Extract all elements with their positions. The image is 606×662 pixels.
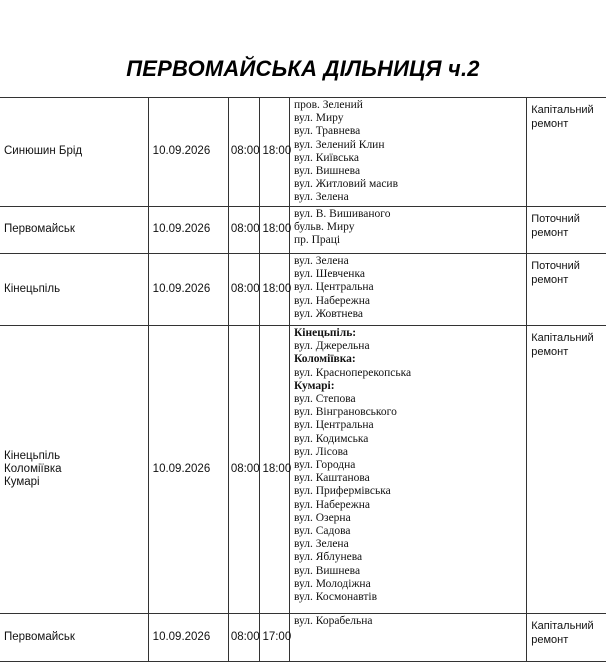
street-name: вул. В. Вишиваного [293, 208, 391, 220]
street-name: вул. Центральна [293, 419, 374, 432]
settlement-name: Первомайськ [4, 630, 75, 643]
table-row [0, 614, 606, 662]
settlement-cell [0, 207, 148, 254]
settlement-cell [0, 254, 148, 326]
work-type-text: Поточний [531, 213, 580, 225]
street-name: бульв. Миру [293, 221, 355, 234]
street-name: вул. Степова [293, 393, 356, 406]
settlement-cell [0, 614, 148, 662]
work-type-cell [527, 254, 606, 326]
end-time-cell: 18:00 [260, 207, 290, 254]
street-name: вул. Набережна [293, 294, 370, 307]
settlement-name: Синюшин Брід [4, 145, 83, 158]
streets-cell [289, 207, 526, 254]
settlement-cell [0, 98, 148, 207]
table-row [0, 326, 606, 614]
work-type-text: ремонт [531, 633, 569, 646]
street-name: вул. Корабельна [293, 615, 373, 627]
street-name: вул. Житловий масив [293, 178, 399, 191]
street-name: вул. Яблунева [293, 551, 363, 564]
settlement-name: Кінецьпіль [4, 282, 61, 295]
street-name: вул. Зелена [293, 255, 349, 267]
street-name: вул. Миру [293, 112, 344, 125]
street-name: вул. Зелений Клин [293, 138, 385, 151]
street-name: вул. Каштанова [293, 472, 370, 485]
street-name: вул. Космонавтів [293, 591, 378, 604]
work-type-cell [527, 207, 606, 254]
street-name: пр. Праці [293, 234, 341, 247]
work-type-text: Капітальний [531, 620, 594, 632]
outage-schedule-table [0, 97, 606, 662]
street-name: вул. Шевченка [293, 268, 365, 281]
start-time-cell: 08:00 [228, 254, 260, 326]
street-name: вул. Лісова [293, 445, 348, 458]
street-name: вул. Городна [293, 459, 356, 472]
streets-cell [289, 614, 526, 662]
outage-date-cell: 10.09.2026 [148, 98, 228, 207]
village-subheading: Коломіївка: [293, 353, 356, 366]
street-name: вул. Вишнева [293, 564, 361, 577]
settlement-name: Кінецьпіль [4, 449, 61, 462]
village-subheading: Кінецьпіль: [293, 327, 357, 339]
street-name: пров. Зелений [293, 99, 363, 111]
table-row [0, 254, 606, 326]
page-title: ПЕРВОМАЙСЬКА ДІЛЬНИЦЯ ч.2 [126, 56, 480, 81]
work-type-cell [527, 326, 606, 614]
village-subheading: Кумарі: [293, 379, 335, 392]
start-time-cell: 08:00 [228, 207, 260, 254]
end-time-cell: 18:00 [260, 326, 290, 614]
end-time-cell: 18:00 [260, 98, 290, 207]
table-row [0, 98, 606, 207]
end-time-cell: 17:00 [260, 614, 290, 662]
outage-date-cell: 10.09.2026 [148, 207, 228, 254]
streets-cell [289, 254, 526, 326]
start-time-cell: 08:00 [228, 326, 260, 614]
start-time-cell: 08:00 [228, 98, 260, 207]
street-name: вул. Молодіжна [293, 577, 371, 590]
street-name: вул. Київська [293, 151, 359, 164]
work-type-text: ремонт [531, 226, 569, 239]
street-name: вул. Травнева [293, 125, 361, 138]
outage-date-cell: 10.09.2026 [148, 326, 228, 614]
work-type-text: ремонт [531, 273, 569, 286]
work-type-text: Капітальний [531, 332, 594, 344]
street-name: вул. Садова [293, 525, 351, 538]
settlement-name: Первомайськ [4, 223, 75, 236]
streets-cell [289, 98, 526, 207]
street-name: вул. Набережна [293, 498, 370, 511]
start-time-cell: 08:00 [228, 614, 260, 662]
street-name: вул. Зелена [293, 538, 349, 551]
work-type-cell [527, 98, 606, 207]
outage-date-cell: 10.09.2026 [148, 254, 228, 326]
work-type-text: ремонт [531, 117, 569, 130]
work-type-text: ремонт [531, 345, 569, 358]
street-name: вул. Озерна [293, 511, 351, 524]
settlement-name: Кумарі [4, 476, 40, 489]
street-name: вул. Центральна [293, 281, 374, 294]
street-name: вул. Красноперекопська [293, 366, 412, 379]
outage-date-cell: 10.09.2026 [148, 614, 228, 662]
street-name: вул. Джерельна [293, 340, 370, 353]
settlement-cell [0, 326, 148, 614]
street-name: вул. Кодимська [293, 432, 369, 445]
street-name: вул. Жовтнева [293, 307, 364, 320]
table-row [0, 207, 606, 254]
work-type-text: Капітальний [531, 104, 594, 116]
settlement-name: Коломіївка [4, 462, 62, 475]
schedule-rows [0, 98, 606, 662]
street-name: вул. Зелена [293, 191, 349, 204]
end-time-cell: 18:00 [260, 254, 290, 326]
streets-cell [289, 326, 526, 614]
street-name: вул. Вінграновського [293, 406, 397, 419]
street-name: вул. Прифермівська [293, 485, 391, 498]
work-type-cell [527, 614, 606, 662]
work-type-text: Поточний [531, 260, 580, 272]
street-name: вул. Вишнева [293, 165, 361, 178]
